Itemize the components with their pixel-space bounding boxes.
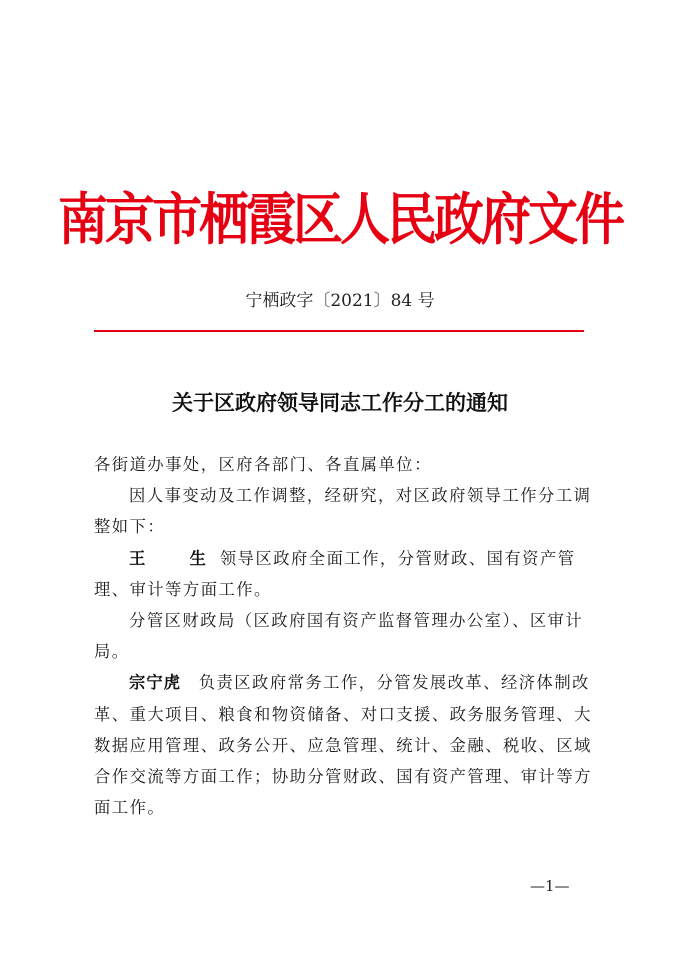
leader-duties-paragraph xyxy=(94,667,594,823)
leader-departments-paragraph: 分管区财政局（区政府国有资产监督管理办公室）、区审计局。 xyxy=(94,611,584,662)
leader-duties: 领导区政府全面工作，分管财政、国有资产管理、审计等方面工作。 xyxy=(94,548,576,599)
page-number: —1— xyxy=(530,877,570,895)
leader-duties: 负责区政府常务工作，分管发展改革、经济体制改革、重大项目、粮食和物资储备、对口支援、政务服务管理、大数据应用管理、政务公开、应急管理、统计、金融、税收、区域合作交流等方面工作；协助分管财政、国有资产管理、审计等方面工作。 xyxy=(94,673,592,818)
issuer-header: 南京市栖霞区人民政府文件 xyxy=(58,187,622,253)
salutation: 各街道办事处，区府各部门、各直属单位： xyxy=(94,455,432,474)
document-body xyxy=(94,449,594,823)
leader-name: 宗宁虎 xyxy=(129,673,181,693)
leader-duties-paragraph xyxy=(94,543,594,605)
document-number: 宁栖政字〔2021〕84 号 xyxy=(245,291,435,311)
document-title: 关于区政府领导同志工作分工的通知 xyxy=(172,390,508,415)
intro-paragraph: 因人事变动及工作调整，经研究，对区政府领导工作分工调整如下： xyxy=(94,486,592,537)
leader-name: 王 生 xyxy=(129,548,220,568)
red-divider-line xyxy=(94,330,584,332)
